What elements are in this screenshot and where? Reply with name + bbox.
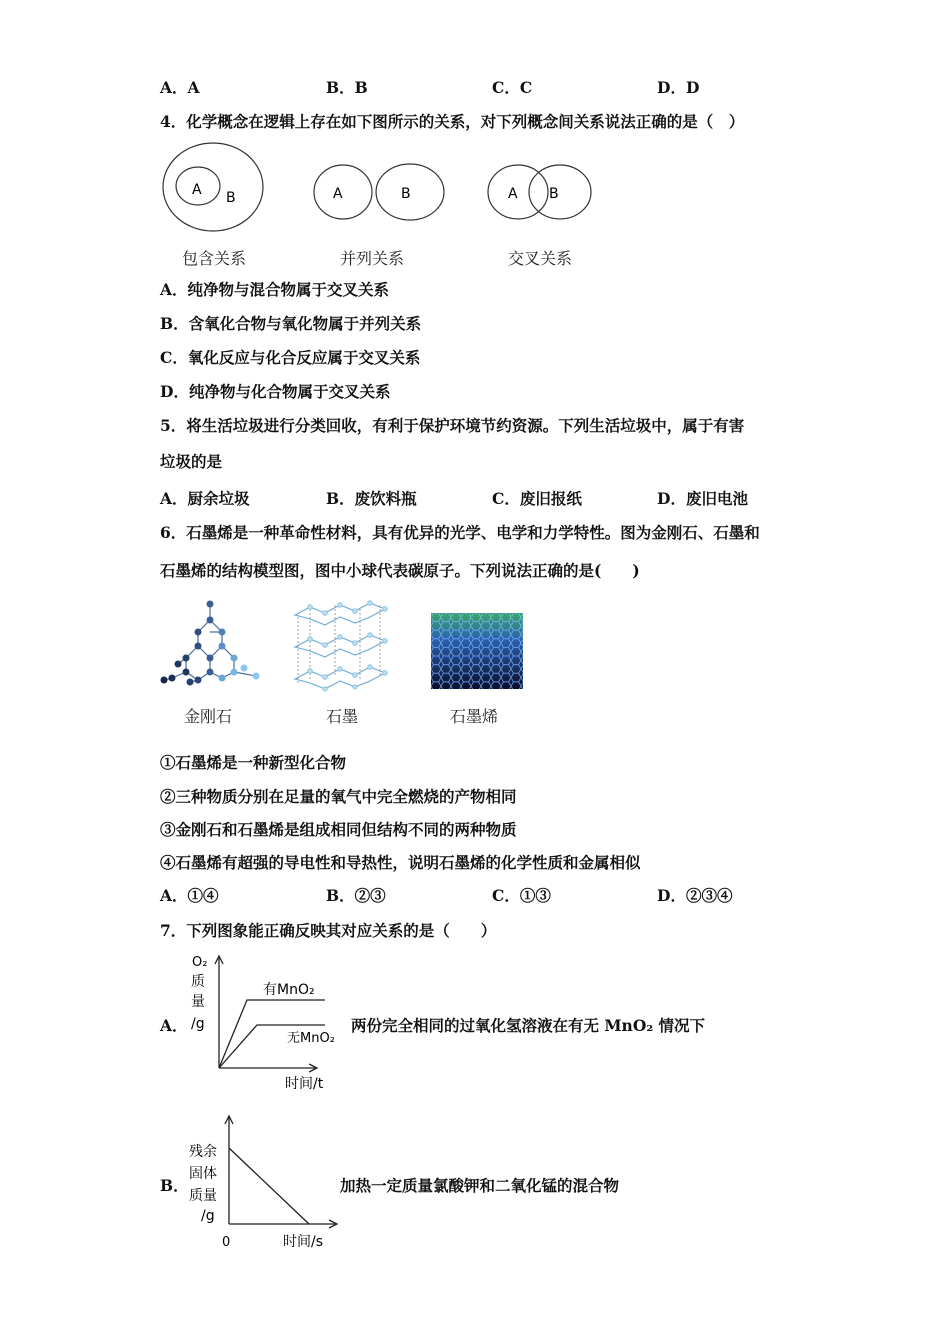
q6-stem-line1: 6．石墨烯是一种革命性材料，具有优异的光学、电学和力学特性。图为金刚石、石墨和 <box>160 523 760 542</box>
diamond-model-image <box>160 598 265 688</box>
q5-option-b: B．废饮料瓶 <box>326 489 417 508</box>
caption-diamond: 金刚石 <box>184 707 233 726</box>
q6-statement-1: ①石墨烯是一种新型化合物 <box>160 753 347 772</box>
q6-option-a: A．①④ <box>160 886 219 905</box>
caption-intersection: 交叉关系 <box>508 249 573 268</box>
q7b-label: B． <box>160 1176 189 1195</box>
q7-stem: 7．下列图象能正确反映其对应关系的是（ ） <box>160 921 497 940</box>
q7b-graph <box>185 1108 350 1254</box>
q7a-line1-label: 有MnO₂ <box>263 982 315 998</box>
inclusion-label-b: B <box>226 190 236 206</box>
q6-option-c: C．①③ <box>492 886 551 905</box>
q4-option-c: C．氧化反应与化合反应属于交叉关系 <box>160 348 421 367</box>
caption-graphene: 石墨烯 <box>450 707 499 726</box>
q7a-graph <box>185 950 350 1090</box>
q7a-line2-label: 无MnO₂ <box>287 1031 335 1046</box>
q5-option-c: C．废旧报纸 <box>492 489 582 508</box>
q6-option-d: D．②③④ <box>657 886 733 905</box>
q7b-xlabel: 时间/s <box>283 1234 324 1250</box>
caption-parallel: 并列关系 <box>340 249 405 268</box>
intersection-label-a: A <box>508 186 518 202</box>
q3-option-c: C．C <box>492 78 533 97</box>
q5-stem-line1: 5．将生活垃圾进行分类回收，有利于保护环境节约资源。下列生活垃圾中，属于有害 <box>160 416 745 435</box>
q6-option-b: B．②③ <box>326 886 386 905</box>
parallel-label-b: B <box>401 186 411 202</box>
intersection-label-b: B <box>549 186 559 202</box>
q6-statement-2: ②三种物质分别在足量的氧气中完全燃烧的产物相同 <box>160 787 517 806</box>
q7b-ylabel-4: /g <box>201 1208 215 1224</box>
q7b-origin: 0 <box>222 1235 231 1250</box>
caption-inclusion: 包含关系 <box>182 249 247 268</box>
q6-statement-3: ③金刚石和石墨烯是组成相同但结构不同的两种物质 <box>160 820 517 839</box>
q7a-xlabel: 时间/t <box>285 1076 324 1092</box>
q3-option-b: B．B <box>326 78 368 97</box>
q7b-ylabel-3: 质量 <box>189 1188 217 1204</box>
inclusion-label-a: A <box>192 182 202 198</box>
intersection-circle-a <box>488 165 548 219</box>
q7b-data-line <box>229 1148 309 1224</box>
inclusion-outer-circle <box>163 143 263 231</box>
q7b-ylabel-2: 固体 <box>189 1166 217 1182</box>
q7b-description: 加热一定质量氯酸钾和二氧化锰的混合物 <box>340 1176 620 1195</box>
q3-option-a: A．A <box>160 78 200 97</box>
q4-option-d: D．纯净物与化合物属于交叉关系 <box>160 382 391 401</box>
q7a-label: A． <box>160 1016 188 1035</box>
q5-option-a: A．厨余垃圾 <box>160 489 250 508</box>
graphene-model-image <box>431 613 523 689</box>
q7a-description: 两份完全相同的过氧化氢溶液在有无 MnO₂ 情况下 <box>351 1016 706 1035</box>
q6-statement-4: ④石墨烯有超强的导电性和导热性，说明石墨烯的化学性质和金属相似 <box>160 853 641 872</box>
q7a-ylabel-1: O₂ <box>192 955 208 970</box>
q4-venn-diagrams <box>150 140 610 235</box>
q7a-ylabel-3: 量 <box>191 994 205 1010</box>
q4-option-b: B．含氧化合物与氧化物属于并列关系 <box>160 314 422 333</box>
q7a-ylabel-4: /g <box>191 1016 205 1032</box>
q7b-ylabel-1: 残余 <box>189 1144 217 1160</box>
q5-stem-line2: 垃圾的是 <box>160 452 223 471</box>
graphite-model-image <box>290 597 390 689</box>
q7a-ylabel-2: 质 <box>191 974 205 990</box>
parallel-circle-a <box>314 165 372 219</box>
intersection-circle-b <box>529 165 591 219</box>
q4-option-a: A．纯净物与混合物属于交叉关系 <box>160 280 390 299</box>
q6-stem-line2: 石墨烯的结构模型图，图中小球代表碳原子。下列说法正确的是( ) <box>160 561 640 580</box>
q4-stem: 4．化学概念在逻辑上存在如下图所示的关系，对下列概念间关系说法正确的是（ ） <box>160 112 745 131</box>
q5-option-d: D．废旧电池 <box>657 489 748 508</box>
caption-graphite: 石墨 <box>326 707 359 726</box>
parallel-label-a: A <box>333 186 343 202</box>
q3-option-d: D．D <box>657 78 700 97</box>
